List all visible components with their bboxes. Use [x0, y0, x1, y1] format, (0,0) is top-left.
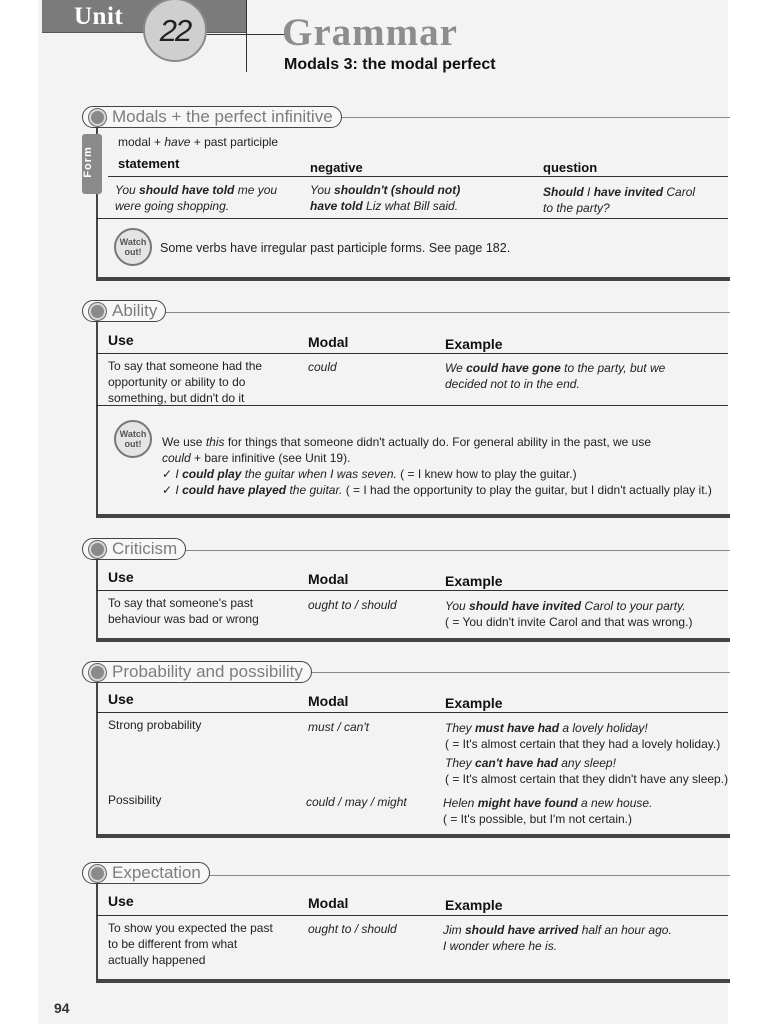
formula-part: + past participle: [190, 135, 279, 149]
ability-watch-out-note: [162, 434, 712, 498]
page-subtitle: Modals 3: the modal perfect: [284, 56, 496, 73]
use-line: opportunity or ability to do: [108, 375, 246, 389]
possibility-modal: could / may / might: [306, 795, 407, 809]
section-title: Expectation: [112, 863, 201, 882]
example-line: [445, 755, 728, 771]
note-text: could: [162, 451, 191, 465]
ability-modal: could: [308, 360, 337, 374]
column-header-use: Use: [108, 893, 134, 909]
probability-example: [445, 720, 728, 787]
note-line: [162, 450, 712, 466]
formula-part: have: [164, 135, 191, 149]
form-formula: [118, 134, 278, 150]
statement-example: [115, 182, 277, 214]
example-modal: have told: [310, 199, 363, 213]
example-text: any sleep!: [557, 756, 616, 770]
section-title: Ability: [112, 301, 158, 320]
section-title: Modals + the perfect infinitive: [112, 107, 333, 126]
note-text: for things that someone didn't actually do. For general ability in the past, we use: [224, 435, 652, 449]
example-line: [443, 795, 652, 811]
column-header-example: Example: [445, 897, 503, 913]
unit-label: Unit: [74, 3, 124, 30]
form-tab-label: Form: [81, 146, 94, 178]
watch-out-label: out!: [124, 439, 142, 449]
negative-line: [310, 182, 460, 198]
ability-use: [108, 358, 262, 406]
example-modal: could play: [182, 467, 242, 481]
question-line: [543, 184, 695, 200]
section-rule: [98, 312, 730, 313]
negative-line: [310, 198, 460, 214]
example-text: Carol to your party.: [581, 599, 686, 613]
example-text: to the party, but we: [560, 361, 666, 375]
example-line: [443, 922, 672, 938]
form-side-tab: [82, 134, 102, 194]
section-heading-expectation: [82, 862, 210, 884]
probability-use: Strong probability: [108, 718, 202, 732]
criticism-modal: ought to / should: [308, 598, 397, 612]
column-header-modal: Modal: [308, 693, 349, 709]
example-text: They: [445, 721, 476, 735]
section-heading-criticism: [82, 538, 186, 560]
example-modal: might have found: [477, 796, 578, 810]
bullet-icon: [89, 541, 106, 558]
example-modal: Should: [543, 185, 584, 199]
example-text: half an hour ago.: [578, 923, 672, 937]
example-line: I wonder where he is.: [443, 939, 558, 953]
section-heading-probability: [82, 661, 312, 683]
example-explanation: ( = It's almost certain that they didn't have any sleep.): [445, 772, 728, 786]
column-header-use: Use: [108, 332, 134, 348]
column-header-modal: Modal: [308, 571, 349, 587]
table-header-rule: [96, 915, 728, 916]
use-line: To show you expected the past: [108, 921, 273, 935]
example-modal: should have arrived: [465, 923, 579, 937]
tick-icon: ✓: [162, 467, 176, 481]
note-example: [162, 482, 712, 498]
page-title: Grammar: [282, 11, 458, 54]
column-header-negative: negative: [310, 160, 363, 175]
bullet-icon: [89, 109, 106, 126]
watch-out-note: Some verbs have irregular past participle forms. See page 182.: [160, 241, 511, 255]
use-line: to be different from what: [108, 937, 238, 951]
watch-out-label: Watch: [119, 429, 147, 439]
note-text: I: [175, 467, 183, 481]
use-line: actually happened: [108, 953, 206, 967]
table-header-rule: [96, 590, 728, 591]
possibility-use: Possibility: [108, 793, 162, 807]
question-line: to the party?: [543, 201, 610, 215]
example-modal: could have gone: [466, 361, 561, 375]
section-rule: [98, 550, 730, 551]
watch-out-icon: [114, 228, 152, 266]
example-text: Liz what Bill said.: [362, 199, 459, 213]
example-explanation: ( = You didn't invite Carol and that was wrong.): [445, 615, 693, 629]
example-line: [445, 720, 728, 736]
watch-out-icon: [114, 420, 152, 458]
note-text: the guitar when I was seven.: [241, 467, 397, 481]
section-heading-modals: [82, 106, 342, 128]
note-text: ( = I knew how to play the guitar.): [396, 467, 577, 481]
table-header-rule: [96, 353, 728, 354]
section-rule: [96, 218, 728, 219]
example-explanation: ( = It's almost certain that they had a lovely holiday.): [445, 737, 721, 751]
expectation-modal: ought to / should: [308, 922, 397, 936]
example-modal: can't have had: [475, 756, 558, 770]
negative-example: [310, 182, 460, 214]
bullet-icon: [89, 303, 106, 320]
column-header-modal: Modal: [308, 334, 349, 350]
example-modal: should have told: [139, 183, 235, 197]
example-text: a new house.: [577, 796, 653, 810]
table-header-rule: [96, 712, 728, 713]
example-text: You: [310, 183, 335, 197]
column-header-use: Use: [108, 569, 134, 585]
column-header-example: Example: [445, 336, 503, 352]
note-text: the guitar.: [286, 483, 343, 497]
watch-out-label: Watch: [119, 237, 147, 247]
note-text: this: [205, 435, 225, 449]
column-header-statement: statement: [118, 156, 180, 171]
statement-line: were going shopping.: [115, 199, 230, 213]
table-header-rule: [108, 176, 728, 177]
note-text: + bare infinitive (see Unit 19).: [190, 451, 351, 465]
example-text: a lovely holiday!: [559, 721, 648, 735]
criticism-use: [108, 595, 259, 627]
watch-out-label: out!: [124, 247, 142, 257]
section-heading-ability: [82, 300, 166, 322]
bullet-icon: [89, 664, 106, 681]
statement-line: [115, 182, 277, 198]
example-modal: should have invited: [469, 599, 582, 613]
unit-number: 22: [159, 13, 191, 48]
ability-example: [445, 360, 665, 392]
use-line: To say that someone's past: [108, 596, 254, 610]
header-divider-vertical: [246, 0, 247, 72]
column-header-question: question: [543, 160, 598, 175]
criticism-example: [445, 598, 692, 630]
example-text: They: [445, 756, 476, 770]
page-number: 94: [54, 1000, 70, 1016]
example-modal: have invited: [593, 185, 664, 199]
example-text: You: [115, 183, 140, 197]
section-title: Criticism: [112, 539, 178, 558]
header-divider-horizontal: [207, 34, 289, 35]
example-line: decided not to in the end.: [445, 377, 580, 391]
note-line: [162, 434, 712, 450]
column-header-use: Use: [108, 691, 134, 707]
column-header-example: Example: [445, 695, 503, 711]
unit-number-badge: [143, 0, 207, 62]
expectation-example: [443, 922, 672, 954]
question-example: [543, 184, 695, 216]
note-text: ( = I had the opportunity to play the guitar, but I didn't actually play it.): [342, 483, 712, 497]
bullet-icon: [89, 865, 106, 882]
column-header-modal: Modal: [308, 895, 349, 911]
example-text: We: [445, 361, 467, 375]
expectation-use: [108, 920, 273, 968]
probability-modal: must / can't: [308, 720, 369, 734]
example-text: You: [445, 599, 470, 613]
example-line: [445, 360, 665, 376]
possibility-example: [443, 795, 652, 827]
section-title: Probability and possibility: [112, 662, 303, 681]
use-line: To say that someone had the: [108, 359, 263, 373]
use-line: something, but didn't do it: [108, 391, 245, 405]
example-text: Helen: [443, 796, 478, 810]
example-text: Jim: [443, 923, 465, 937]
use-line: behaviour was bad or wrong: [108, 612, 259, 626]
note-text: I: [175, 483, 183, 497]
tick-icon: ✓: [162, 483, 176, 497]
note-text: We use: [162, 435, 206, 449]
formula-part: modal +: [118, 135, 165, 149]
example-modal: could have played: [182, 483, 287, 497]
example-line: [445, 598, 692, 614]
note-example: [162, 466, 712, 482]
example-text: I: [583, 185, 594, 199]
example-modal: shouldn't (should not): [334, 183, 461, 197]
section-rule: [96, 405, 728, 406]
example-explanation: ( = It's possible, but I'm not certain.): [443, 812, 632, 826]
column-header-example: Example: [445, 573, 503, 589]
example-modal: must have had: [475, 721, 560, 735]
example-text: me you: [234, 183, 278, 197]
example-text: Carol: [663, 185, 696, 199]
